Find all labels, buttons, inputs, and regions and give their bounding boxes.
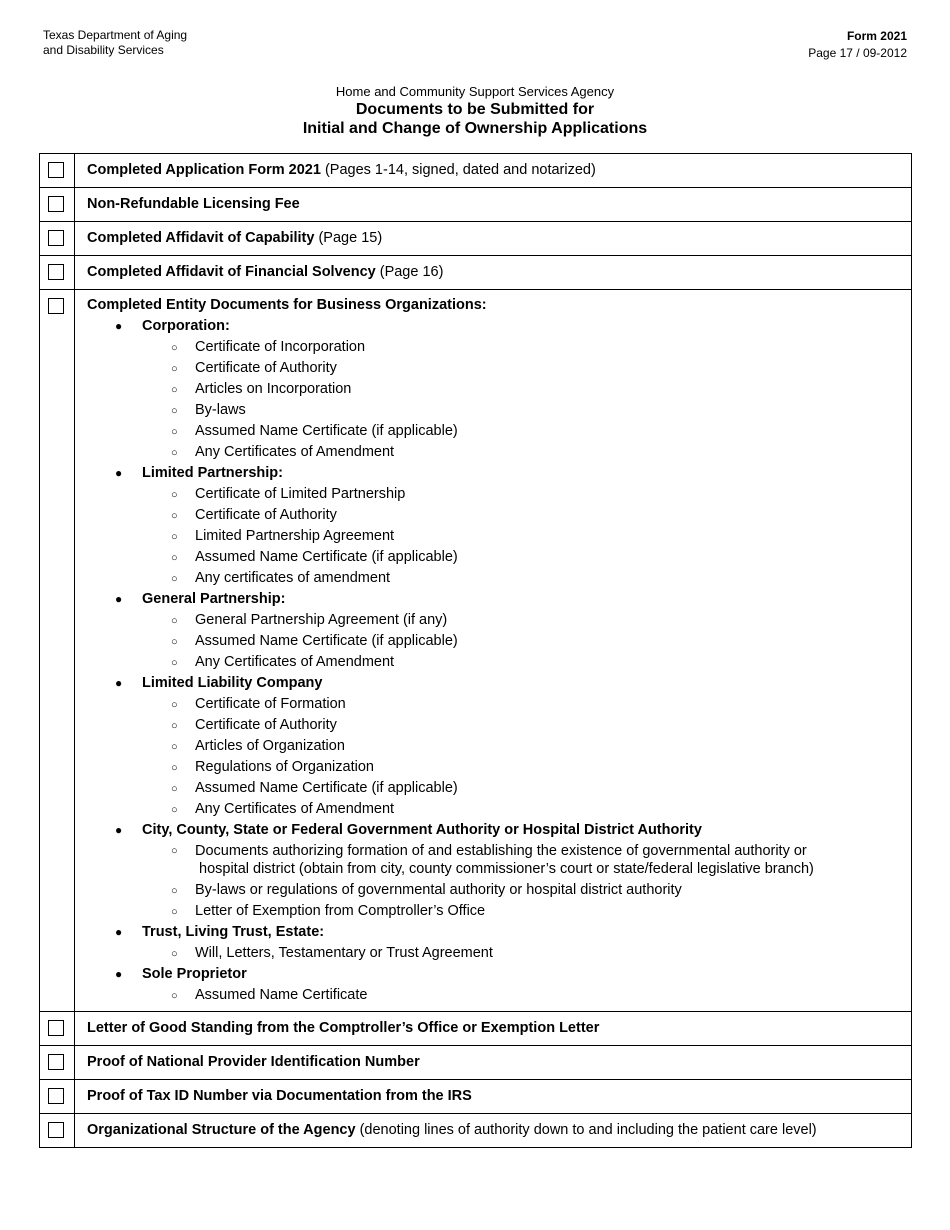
circle-bullet-icon: ○ xyxy=(171,699,178,711)
checkbox-affidavit-solvency[interactable] xyxy=(48,264,64,280)
item-affidavit-capability: Completed Affidavit of Capability (Page 15) xyxy=(75,222,912,256)
circle-bullet-icon: ○ xyxy=(171,657,178,669)
circle-bullet-icon: ○ xyxy=(171,845,178,857)
bullet-icon: ● xyxy=(115,592,123,606)
list-item: ○ Documents authorizing formation of and establishing the existence of governmental authority or hospital district (obtain from city, county commissioner’s court or state/federal legislative branch) xyxy=(171,843,814,877)
form-info xyxy=(808,28,907,62)
circle-bullet-icon: ○ xyxy=(171,510,178,522)
bullet-icon: ● xyxy=(115,967,123,981)
list-item: ○ Certificate of Authority xyxy=(195,505,899,526)
list-item: ○ Assumed Name Certificate (if applicable) xyxy=(195,778,899,799)
bullet-icon: ● xyxy=(115,823,123,837)
checkbox-affidavit-capability[interactable] xyxy=(48,230,64,246)
list-item: ○ Limited Partnership Agreement xyxy=(195,526,899,547)
checkbox-licensing-fee[interactable] xyxy=(48,196,64,212)
item-org-structure: Organizational Structure of the Agency (denoting lines of authority down to and including the patient care level) xyxy=(75,1114,912,1148)
category-sole-proprietor: ● Sole Proprietor ○ Assumed Name Certificate xyxy=(142,964,899,1006)
list-item: ○ General Partnership Agreement (if any) xyxy=(195,610,899,631)
category-corporation: ● Corporation: ○ Certificate of Incorporation ○ Certificate of Authority ○ Articles on Incorporation ○ By-laws ○ Assumed Name Certificate (if applicable) ○ Any Certificates of Amendment xyxy=(142,316,899,463)
checklist-row xyxy=(40,290,912,1012)
circle-bullet-icon: ○ xyxy=(171,531,178,543)
circle-bullet-icon: ○ xyxy=(171,783,178,795)
circle-bullet-icon: ○ xyxy=(171,552,178,564)
list-item: ○ Assumed Name Certificate (if applicable) xyxy=(195,547,899,568)
checklist-row xyxy=(40,256,912,290)
list-item: ○ Any Certificates of Amendment xyxy=(195,442,899,463)
circle-bullet-icon: ○ xyxy=(171,636,178,648)
item-application-form: Completed Application Form 2021 (Pages 1-14, signed, dated and notarized) xyxy=(75,154,912,188)
list-item: ○ Regulations of Organization xyxy=(195,757,899,778)
list-item: ○ Certificate of Formation xyxy=(195,694,899,715)
checkbox-good-standing[interactable] xyxy=(48,1020,64,1036)
list-item: ○ Articles of Organization xyxy=(195,736,899,757)
checklist-row xyxy=(40,1012,912,1046)
title-line-1: Documents to be Submitted for xyxy=(355,101,595,118)
checklist-row xyxy=(40,1114,912,1148)
title-line-2: Initial and Change of Ownership Applications xyxy=(302,120,648,137)
list-item: ○ Assumed Name Certificate (if applicable) xyxy=(195,421,899,442)
circle-bullet-icon: ○ xyxy=(171,885,178,897)
circle-bullet-icon: ○ xyxy=(171,990,178,1002)
circle-bullet-icon: ○ xyxy=(171,720,178,732)
checkbox-entity-documents[interactable] xyxy=(48,298,64,314)
category-government-authority: ● City, County, State or Federal Government Authority or Hospital District Authority ○ Documents authorizing formation of and establishing the existence of governmental authority or hospital district (obtain from city, county commissioner’s court or state/federal legislative branch) ○ By-laws or regulations of governmental authority or hospital district authority ○ Letter of Exemption from Comptroller’s Office xyxy=(142,820,899,922)
circle-bullet-icon: ○ xyxy=(171,447,178,459)
list-item: ○ Certificate of Limited Partnership xyxy=(195,484,899,505)
item-licensing-fee: Non-Refundable Licensing Fee xyxy=(75,188,912,222)
bullet-icon: ● xyxy=(115,676,123,690)
circle-bullet-icon: ○ xyxy=(171,342,178,354)
list-item: ○ By-laws or regulations of governmental authority or hospital district authority xyxy=(195,880,899,901)
checklist-row xyxy=(40,188,912,222)
circle-bullet-icon: ○ xyxy=(171,405,178,417)
agency-line-1: Texas Department of Aging xyxy=(43,28,188,42)
list-item: ○ Assumed Name Certificate (if applicable) xyxy=(195,631,899,652)
category-limited-partnership: ● Limited Partnership: ○ Certificate of Limited Partnership ○ Certificate of Authority ○ Limited Partnership Agreement ○ Assumed Name Certificate (if applicable) ○ Any certificates of amendment xyxy=(142,463,899,589)
checkbox-application-form[interactable] xyxy=(48,162,64,178)
list-item: ○ Letter of Exemption from Comptroller’s Office xyxy=(195,901,899,922)
item-good-standing: Letter of Good Standing from the Comptroller’s Office or Exemption Letter xyxy=(75,1012,912,1046)
item-affidavit-solvency: Completed Affidavit of Financial Solvency (Page 16) xyxy=(75,256,912,290)
checkbox-org-structure[interactable] xyxy=(48,1122,64,1138)
item-npi-number: Proof of National Provider Identification Number xyxy=(75,1046,912,1080)
circle-bullet-icon: ○ xyxy=(171,573,178,585)
checkbox-npi-number[interactable] xyxy=(48,1054,64,1070)
category-trust-estate: ● Trust, Living Trust, Estate: ○ Will, Letters, Testamentary or Trust Agreement xyxy=(142,922,899,964)
bullet-icon: ● xyxy=(115,466,123,480)
circle-bullet-icon: ○ xyxy=(171,426,178,438)
checkbox-tax-id[interactable] xyxy=(48,1088,64,1104)
form-number: Form 2021 xyxy=(846,29,907,43)
list-item: ○ Will, Letters, Testamentary or Trust Agreement xyxy=(195,943,899,964)
list-item: ○ Certificate of Authority xyxy=(195,715,899,736)
circle-bullet-icon: ○ xyxy=(171,948,178,960)
checklist-row xyxy=(40,1080,912,1114)
list-item: ○ Articles on Incorporation xyxy=(195,379,899,400)
circle-bullet-icon: ○ xyxy=(171,762,178,774)
checklist-row xyxy=(40,154,912,188)
item-entity-documents xyxy=(75,290,912,1012)
list-item: ○ Any certificates of amendment xyxy=(195,568,899,589)
checklist-row xyxy=(40,1046,912,1080)
bullet-icon: ● xyxy=(115,925,123,939)
list-item: ○ Any Certificates of Amendment xyxy=(195,799,899,820)
list-item: ○ Assumed Name Certificate xyxy=(195,985,899,1006)
list-item: ○ Certificate of Incorporation xyxy=(195,337,899,358)
circle-bullet-icon: ○ xyxy=(171,741,178,753)
list-item: ○ Any Certificates of Amendment xyxy=(195,652,899,673)
page-title xyxy=(0,84,950,138)
title-subtitle: Home and Community Support Services Agency xyxy=(335,84,615,99)
list-item: ○ Certificate of Authority xyxy=(195,358,899,379)
circle-bullet-icon: ○ xyxy=(171,804,178,816)
item-tax-id: Proof of Tax ID Number via Documentation from the IRS xyxy=(75,1080,912,1114)
bullet-icon: ● xyxy=(115,319,123,333)
agency-line-2: and Disability Services xyxy=(43,43,164,57)
circle-bullet-icon: ○ xyxy=(171,489,178,501)
circle-bullet-icon: ○ xyxy=(171,363,178,375)
entity-heading: Completed Entity Documents for Business Organizations: xyxy=(87,297,487,313)
checklist-row xyxy=(40,222,912,256)
circle-bullet-icon: ○ xyxy=(171,384,178,396)
category-general-partnership: ● General Partnership: ○ General Partnership Agreement (if any) ○ Assumed Name Certificate (if applicable) ○ Any Certificates of Amendment xyxy=(142,589,899,673)
circle-bullet-icon: ○ xyxy=(171,906,178,918)
list-item: ○ By-laws xyxy=(195,400,899,421)
circle-bullet-icon: ○ xyxy=(171,615,178,627)
category-llc: ● Limited Liability Company ○ Certificate of Formation ○ Certificate of Authority ○ Articles of Organization ○ Regulations of Organization ○ Assumed Name Certificate (if applicable) ○ Any Certificates of Amendment xyxy=(142,673,899,820)
page-info: Page 17 / 09-2012 xyxy=(808,46,907,60)
agency-name xyxy=(43,28,187,58)
documents-checklist xyxy=(39,153,912,1148)
